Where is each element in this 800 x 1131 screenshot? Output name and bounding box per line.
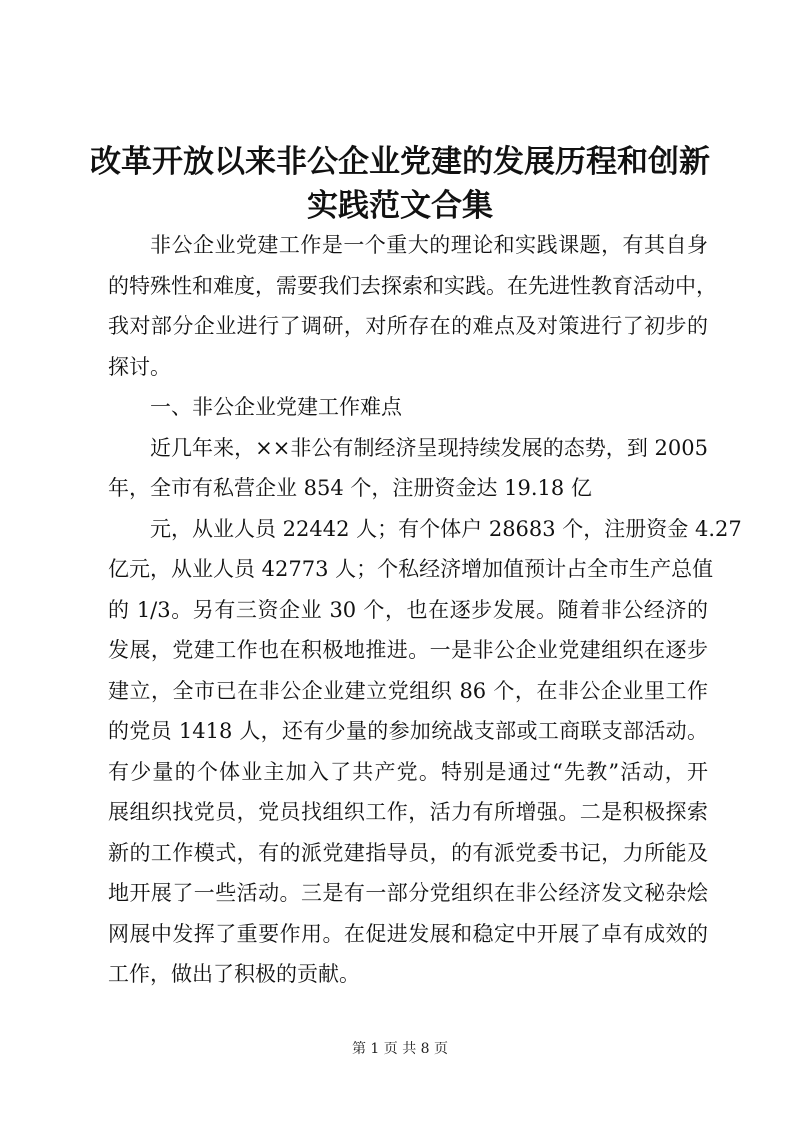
body-line: 建立，全市已在非公企业建立党组织 86 个，在非公企业里工作: [108, 678, 708, 703]
body-line: 的 1/3。另有三资企业 30 个，也在逐步发展。随着非公经济的: [108, 597, 708, 622]
body-line: 年，全市有私营企业 854 个，注册资金达 19.18 亿: [108, 476, 592, 500]
page-number-label: 第 1 页 共 8 页: [351, 1041, 449, 1057]
document-title: [60, 140, 740, 228]
body-line: 的党员 1418 人，还有少量的参加统战支部或工商联支部活动。: [108, 719, 708, 743]
body-line: 元，从业人员 22442 人；有个体户 28683 个，注册资金 4.27: [150, 516, 742, 541]
body-line: 近几年来，××非公有制经济呈现持续发展的态势，到 2005: [150, 435, 708, 460]
body-line: 非公企业党建工作是一个重大的理论和实践课题，有其自身: [150, 233, 708, 257]
body-line: 新的工作模式，有的派党建指导员，的有派党委书记，力所能及: [108, 840, 708, 865]
body-line: 展组织找党员，党员找组织工作，活力有所增强。二是积极探索: [108, 800, 708, 824]
section-heading: 一、非公企业党建工作难点: [150, 395, 402, 419]
body-line: 工作，做出了积极的贡献。: [108, 962, 360, 986]
body-line: 亿元，从业人员 42773 人；个私经济增加值预计占全市生产总值: [108, 557, 714, 581]
body-line: 有少量的个体业主加入了共产党。特别是通过“先教”活动，开: [108, 759, 708, 784]
body-line: 的特殊性和难度，需要我们去探索和实践。在先进性教育活动中，: [108, 273, 717, 298]
body-line: 探讨。: [108, 354, 171, 379]
page-footer: [0, 1040, 800, 1058]
document-body: [108, 225, 742, 995]
title-line-1: 改革开放以来非公企业党建的发展历程和创新: [90, 144, 710, 180]
body-line: 网展中发挥了重要作用。在促进发展和稳定中开展了卓有成效的: [108, 921, 708, 946]
title-line-2: 实践范文合集: [307, 188, 493, 224]
body-line: 我对部分企业进行了调研，对所存在的难点及对策进行了初步的: [108, 314, 708, 338]
body-line: 地开展了一些活动。三是有一部分党组织在非公经济发文秘杂烩: [108, 881, 708, 905]
body-line: 发展，党建工作也在积极地推进。一是非公企业党建组织在逐步: [108, 638, 708, 662]
